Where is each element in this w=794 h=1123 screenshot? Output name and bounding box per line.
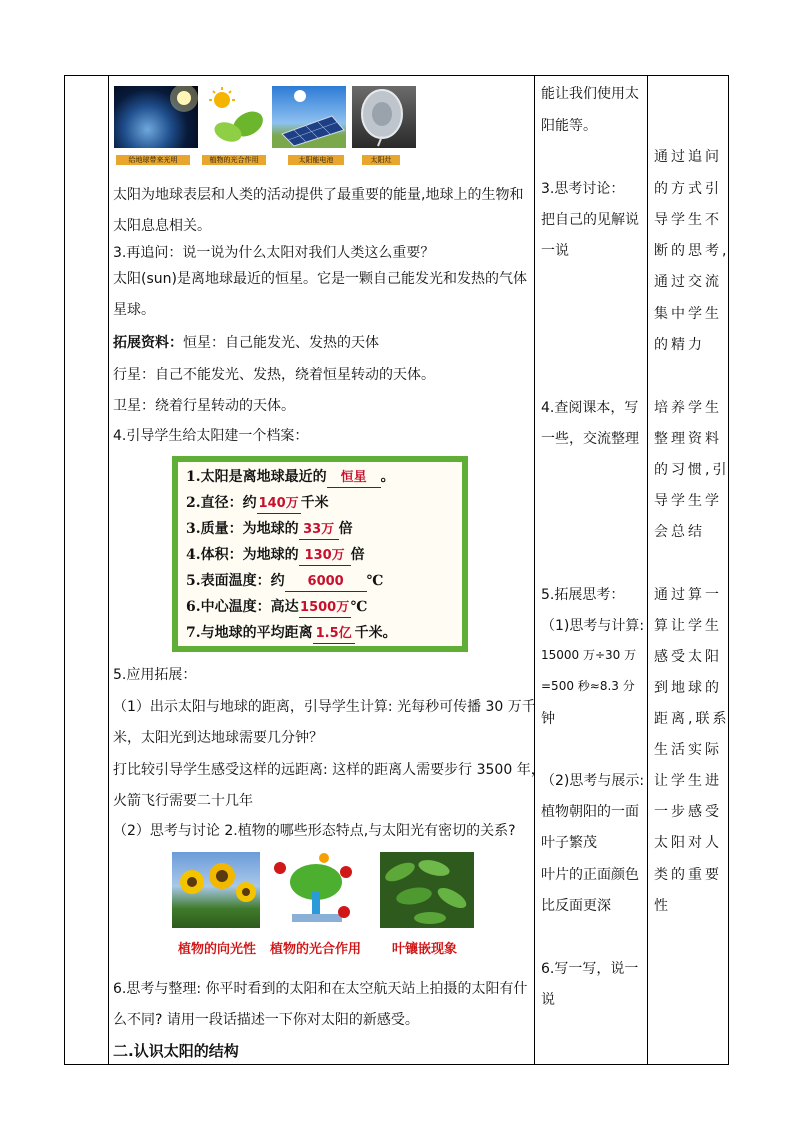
para-energy-2: 太阳息息相关。 (113, 218, 211, 234)
col3-c9: 类的重要 (654, 867, 722, 883)
board-line-3: 3.质量：为地球的 33万 倍 (186, 520, 353, 540)
col2-b2: 把自己的见解说 (541, 212, 639, 228)
board-line-6: 6.中心温度：高达1500万℃ (186, 598, 367, 618)
col3-a5: 集中学生 (654, 306, 722, 322)
para-sun-1: 太阳(sun)是离地球最近的恒星。它是一颗自己能发光和发热的气体 (113, 271, 527, 287)
col2-e5: 比反面更深 (541, 898, 611, 914)
caption-earth: 给地球带来光明 (116, 155, 190, 165)
col2-e4: 叶片的正面颜色 (541, 867, 639, 883)
col-divider-3 (647, 76, 648, 1064)
col3-c1: 算让学生 (654, 618, 722, 634)
para-compare-1: 打比较引导学生感受这样的远距离: 这样的距离人需要步行 3500 年， (113, 762, 545, 778)
para-question: 3.再追问：说一说为什么太阳对我们人类这么重要？ (113, 245, 435, 261)
col3-b1: 整理资料 (654, 431, 722, 447)
col-divider-1 (108, 76, 109, 1064)
caption-solar-cooker: 太阳灶 (362, 155, 400, 165)
col3-c10: 性 (654, 898, 671, 914)
caption-plant-photosynthesis: 植物的光合作用 (270, 942, 362, 957)
solar-panel-image (272, 86, 346, 148)
col2-d3: 15000 万÷30 万 (541, 648, 637, 662)
para-calc-2: 米，太阳光到达地球需要几分钟？ (113, 730, 323, 746)
col3-c7: 一步感受 (654, 804, 722, 820)
para-reflect-2: 么不同? 请用一段话描述一下你对太阳的新感受。 (113, 1012, 419, 1028)
col3-b0: 培养学生 (654, 400, 722, 416)
col3-c5: 生活实际 (654, 742, 722, 758)
col-divider-2 (534, 76, 535, 1064)
col2-e1: （2)思考与展示: (541, 773, 645, 789)
col3-a2: 导学生不 (654, 212, 722, 228)
col2-e3: 叶子繁茂 (541, 835, 597, 851)
para-energy-1: 太阳为地球表层和人类的活动提供了最重要的能量,地球上的生物和 (113, 187, 524, 203)
board-line-1: 1.太阳是离地球最近的 恒星 。 (186, 468, 395, 488)
caption-phototropism: 植物的向光性 (178, 942, 257, 957)
col3-b3: 导学生学 (654, 493, 722, 509)
col2-d4: =500 秒≈8.3 分 (541, 679, 635, 693)
para-archive: 4.引导学生给太阳建一个档案： (113, 428, 309, 444)
para-plant-question: （2）思考与讨论 2.植物的哪些形态特点,与太阳光有密切的关系? (113, 823, 516, 839)
col2-f2: 说 (541, 992, 555, 1008)
sun-archive-board (172, 456, 468, 652)
extend-star: 恒星：自己能发光、发热的天体 (183, 335, 379, 351)
col2-d5: 钟 (541, 711, 555, 727)
leaf-mosaic-image (380, 852, 474, 928)
para-apply: 5.应用拓展： (113, 667, 197, 683)
col3-a0: 通过追问 (654, 149, 722, 165)
col2-c2: 一些，交流整理 (541, 431, 639, 447)
col3-b2: 的习惯,引 (654, 462, 730, 478)
board-line-7: 7.与地球的平均距离 1.5亿 千米。 (186, 624, 397, 644)
board-line-2: 2.直径：约 140万 千米 (186, 494, 329, 514)
col2-d1: 5.拓展思考： (541, 587, 625, 603)
col3-c4: 距离,联系 (654, 711, 730, 727)
extend-label: 拓展资料： (113, 335, 183, 351)
col3-a3: 断的思考, (654, 243, 730, 259)
para-planet: 行星：自己不能发光、发热，绕着恒星转动的天体。 (113, 367, 435, 383)
col2-a2: 阳能等。 (541, 118, 597, 134)
para-satellite: 卫星：绕着行星转动的天体。 (113, 398, 295, 414)
col2-e2: 植物朝阳的一面 (541, 804, 639, 820)
col2-a1: 能让我们使用太 (541, 86, 639, 102)
col2-d2: （1)思考与计算: (541, 618, 645, 634)
col3-c8: 太阳对人 (654, 835, 722, 851)
para-sun-2: 星球。 (113, 302, 155, 318)
col2-c1: 4.查阅课本，写 (541, 400, 639, 416)
board-line-4: 4.体积：为地球的 130万 倍 (186, 546, 365, 566)
col3-c0: 通过算一 (654, 587, 722, 603)
caption-solar-cell: 太阳能电池 (288, 155, 344, 165)
col3-a1: 的方式引 (654, 181, 722, 197)
col3-c3: 到地球的 (654, 680, 722, 696)
col2-f1: 6.写一写，说一 (541, 961, 639, 977)
photosynthesis-diagram (268, 852, 358, 928)
col3-c2: 感受太阳 (654, 649, 722, 665)
col3-a6: 的精力 (654, 337, 705, 353)
caption-photosynthesis: 植物的光合作用 (202, 155, 266, 165)
para-calc-1: （1）出示太阳与地球的距离，引导学生计算: 光每秒可传播 30 万千 (113, 699, 536, 715)
col2-b1: 3.思考讨论： (541, 181, 625, 197)
sunflower-image (172, 852, 260, 928)
col3-c6: 让学生进 (654, 773, 722, 789)
para-compare-2: 火箭飞行需要二十几年 (113, 793, 253, 809)
col3-a4: 通过交流 (654, 274, 722, 290)
caption-leaf-mosaic: 叶镶嵌现象 (392, 942, 458, 957)
col3-b4: 会总结 (654, 524, 705, 540)
col2-b3: 一说 (541, 243, 569, 259)
sun-leaf-image (204, 86, 268, 148)
para-extend (113, 334, 379, 352)
earth-image (114, 86, 198, 148)
solar-cooker-image (352, 86, 416, 148)
section-heading: 二.认识太阳的结构 (113, 1042, 239, 1060)
board-line-5: 5.表面温度：约 6000 ℃ (186, 572, 383, 592)
para-reflect-1: 6.思考与整理: 你平时看到的太阳和在太空航天站上拍摄的太阳有什 (113, 981, 528, 997)
